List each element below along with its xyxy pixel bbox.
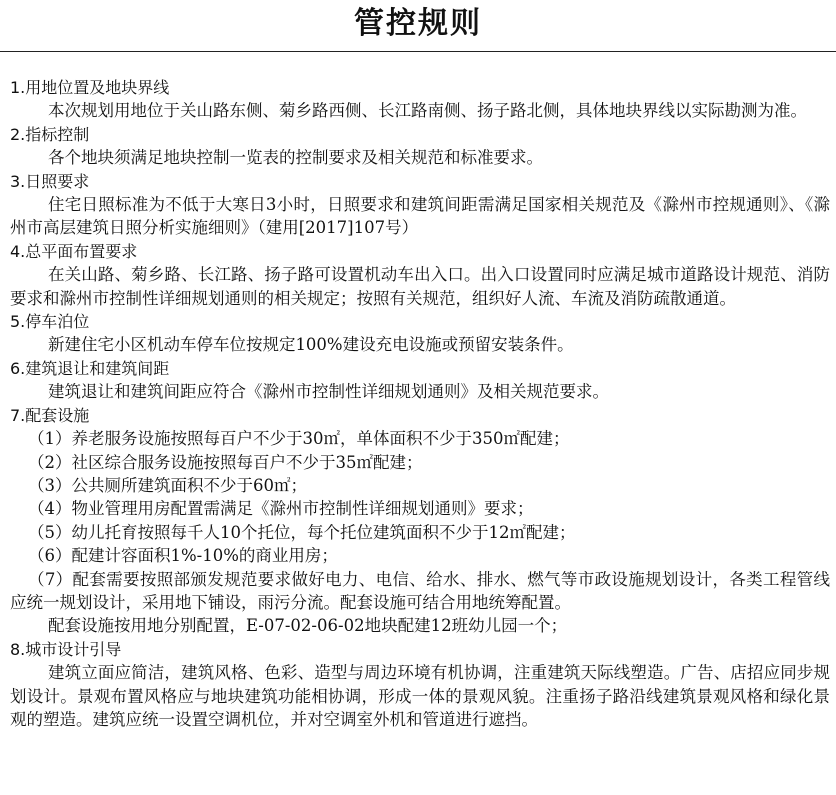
section-heading-sunlight: 3.日照要求 [10, 171, 90, 191]
facility-item: （6）配建计容面积1%-10%的商业用房； [28, 546, 338, 566]
facility-item: （2）社区综合服务设施按照每百户不少于35㎡配建； [28, 452, 423, 472]
facility-item: （4）物业管理用房配置需满足《滁州市控制性详细规划通则》要求； [28, 499, 534, 519]
section-text-sunlight: 住宅日照标准为不低于大寒日3小时，日照要求和建筑间距需满足国家相关规范及《滁州市控规通则》、《滁州市高层建筑日照分析实施细则》（建用[2017]107号） [10, 195, 830, 238]
section-heading-location: 1.用地位置及地块界线 [10, 78, 170, 97]
title-divider [0, 51, 836, 52]
facility-item: （1）养老服务设施按照每百户不少于30㎡，单体面积不少于350㎡配建； [28, 429, 570, 449]
section-heading-indicators: 2.指标控制 [10, 124, 90, 144]
facility-item: （5）幼儿托育按照每千人10个托位，每个托位建筑面积不少于12㎡配建； [28, 522, 576, 542]
rules-content [10, 76, 830, 731]
section-heading-urban-design: 8.城市设计引导 [10, 639, 122, 659]
section-text-facilities: 配套设施按用地分别配置，E-07-02-06-02地块配建12班幼儿园一个； [47, 616, 568, 636]
section-text-indicators: 各个地块须满足地块控制一览表的控制要求及相关规范和标准要求。 [47, 148, 543, 168]
section-text-parking: 新建住宅小区机动车停车位按规定100%建设充电设施或预留安装条件。 [47, 335, 574, 355]
section-text-setback: 建筑退让和建筑间距应符合《滁州市控制性详细规划通则》及相关规范要求。 [47, 382, 609, 402]
section-heading-site-plan: 4.总平面布置要求 [10, 241, 138, 261]
section-heading-facilities: 7.配套设施 [10, 405, 90, 425]
section-heading-setback: 6.建筑退让和建筑间距 [10, 358, 170, 378]
section-heading-parking: 5.停车泊位 [10, 312, 90, 332]
page-title: 管控规则 [354, 6, 482, 41]
facility-item: （7）配套需要按照部颁发规范要求做好电力、电信、给水、排水、燃气等市政设施规划设计，各类工程管线应统一规划设计，采用地下铺设，雨污分流。配套设施可结合用地统筹配置。 [10, 569, 830, 612]
section-text-location: 本次规划用地位于关山路东侧、菊乡路西侧、长江路南侧、扬子路北侧，具体地块界线以实际勘测为准。 [47, 101, 807, 121]
section-text-urban-design: 建筑立面应简洁，建筑风格、色彩、造型与周边环境有机协调，注重建筑天际线塑造。广告、店招应同步规划设计。景观布置风格应与地块建筑功能相协调，形成一体的景观风貌。注重扬子路沿线建筑景观风格和绿化景观的塑造。建筑应统一设置空调机位，并对空调室外机和管道进行遮挡。 [10, 663, 830, 729]
facility-item: （3）公共厕所建筑面积不少于60㎡； [28, 475, 307, 495]
section-text-site-plan: 在关山路、菊乡路、长江路、扬子路可设置机动车出入口。出入口设置同时应满足城市道路设计规范、消防要求和滁州市控制性详细规划通则的相关规定；按照有关规范，组织好人流、车流及消防疏散通道。 [10, 265, 830, 308]
